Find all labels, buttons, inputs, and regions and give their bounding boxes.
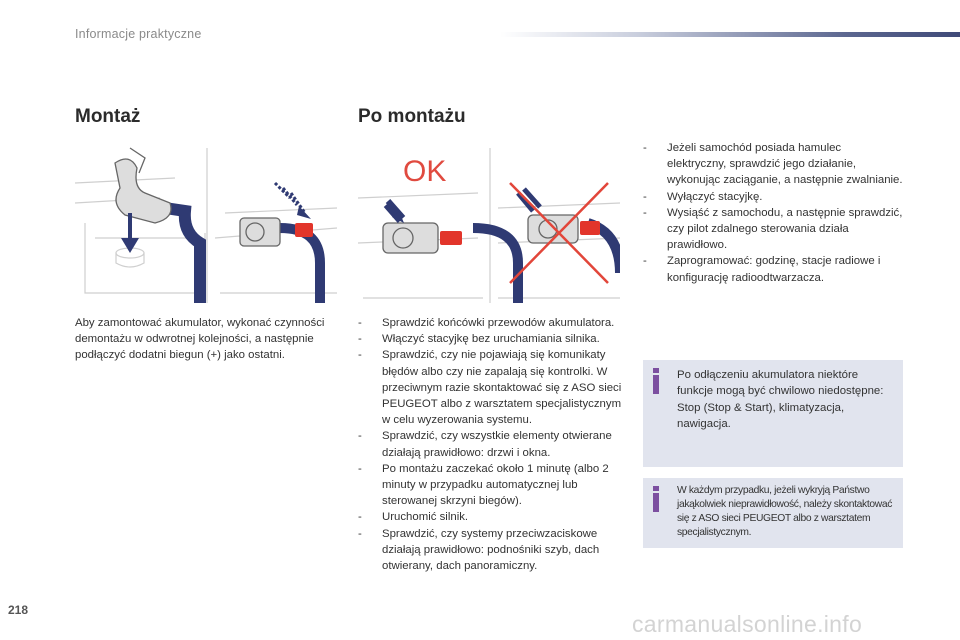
list-item-text: Jeżeli samochód posiada hamulec elektryczny, sprawdzić jego działanie, wykonując zaciąganie, a następnie zwalnianie. <box>667 142 903 187</box>
list-item-text: Sprawdzić, czy wszystkie elementy otwierane działają prawidłowo: drzwi i okna. <box>382 430 612 459</box>
dash-mark: - <box>643 190 647 203</box>
section-title-montaz: Montaż <box>75 106 141 127</box>
after-mounting-list-right <box>643 140 903 286</box>
info-box-text: W każdym przypadku, jeżeli wykryją Państwo jakąkolwiek nieprawidłowość, należy skontaktować się z ASO sieci PEUGEOT albo z warsztatem specjalistycznym. <box>677 485 892 538</box>
dash-mark: - <box>643 206 647 219</box>
list-item <box>358 428 623 460</box>
dash-mark: - <box>643 142 647 154</box>
page-header-title: Informacje praktyczne <box>75 27 202 41</box>
section-title-po-montazu: Po montażu <box>358 106 466 127</box>
list-item <box>358 509 623 525</box>
dash-mark: - <box>358 317 362 329</box>
list-item <box>358 526 623 575</box>
list-item-text: Uruchomić silnik. <box>382 511 469 524</box>
list-item-text: Włączyć stacyjkę bez uruchamiania silnika. <box>382 333 600 346</box>
list-item-text: Zaprogramować: godzinę, stacje radiowe i konfigurację radioodtwarzacza. <box>667 255 881 284</box>
list-item <box>358 347 623 428</box>
list-item <box>358 331 623 347</box>
dash-mark: - <box>358 462 362 475</box>
list-item-text: Sprawdzić, czy systemy przeciwzaciskowe działają prawidłowo: podnośniki szyb, dach otwierany, dach panoramiczny. <box>382 527 600 573</box>
list-item-text: Wyłączyć stacyjkę. <box>667 190 763 203</box>
list-item <box>643 205 903 254</box>
watermark: carmanualsonline.info <box>632 611 863 637</box>
ok-label: OK <box>403 155 447 188</box>
dash-mark: - <box>358 333 362 346</box>
list-item <box>643 189 903 205</box>
list-item-text: Sprawdzić, czy nie pojawiają się komunikaty błędów albo czy nie zapalają się kontrolki. W przeciwnym razie skontaktować się z ASO sieci PEUGEOT albo z warsztatem specjalistycznym w celu wyzerowania systemu. <box>382 349 622 427</box>
dash-mark: - <box>358 349 362 362</box>
dash-mark: - <box>643 255 647 268</box>
info-box-contact-aso <box>643 478 903 548</box>
dash-mark: - <box>358 527 362 540</box>
list-item <box>643 253 903 285</box>
dash-mark: - <box>358 430 362 443</box>
header-gradient-bar <box>500 32 960 37</box>
list-item-text: Wysiąść z samochodu, a następnie sprawdzić, czy pilot zdalnego sterowania działa prawidłowo. <box>667 206 903 252</box>
list-item <box>643 140 903 189</box>
list-item <box>358 315 623 331</box>
info-box-battery-disconnect <box>643 360 903 467</box>
dash-mark: - <box>358 511 362 524</box>
montaz-paragraph: Aby zamontować akumulator, wykonać czynności demontażu w odwrotnej kolejności, a następnie podłączyć dodatni biegun (+) jako ostatni. <box>75 317 325 362</box>
illustration-after-mounting <box>358 143 620 303</box>
list-item-text: Po montażu zaczekać około 1 minutę (albo 2 minuty w przypadku automatycznej lub sterowanej skrzyni biegów). <box>382 462 609 508</box>
info-box-text: Po odłączeniu akumulatora niektóre funkcje mogą być chwilowo niedostępne: Stop (Stop & Start), klimatyzacja, nawigacja. <box>677 369 884 430</box>
page-number: 218 <box>8 603 29 617</box>
list-item <box>358 461 623 510</box>
after-mounting-list-middle <box>358 315 623 574</box>
info-icon <box>653 375 659 394</box>
info-icon <box>653 493 659 512</box>
list-item-text: Sprawdzić końcówki przewodów akumulatora. <box>382 317 615 329</box>
illustration-mounting-clamp <box>75 143 337 303</box>
